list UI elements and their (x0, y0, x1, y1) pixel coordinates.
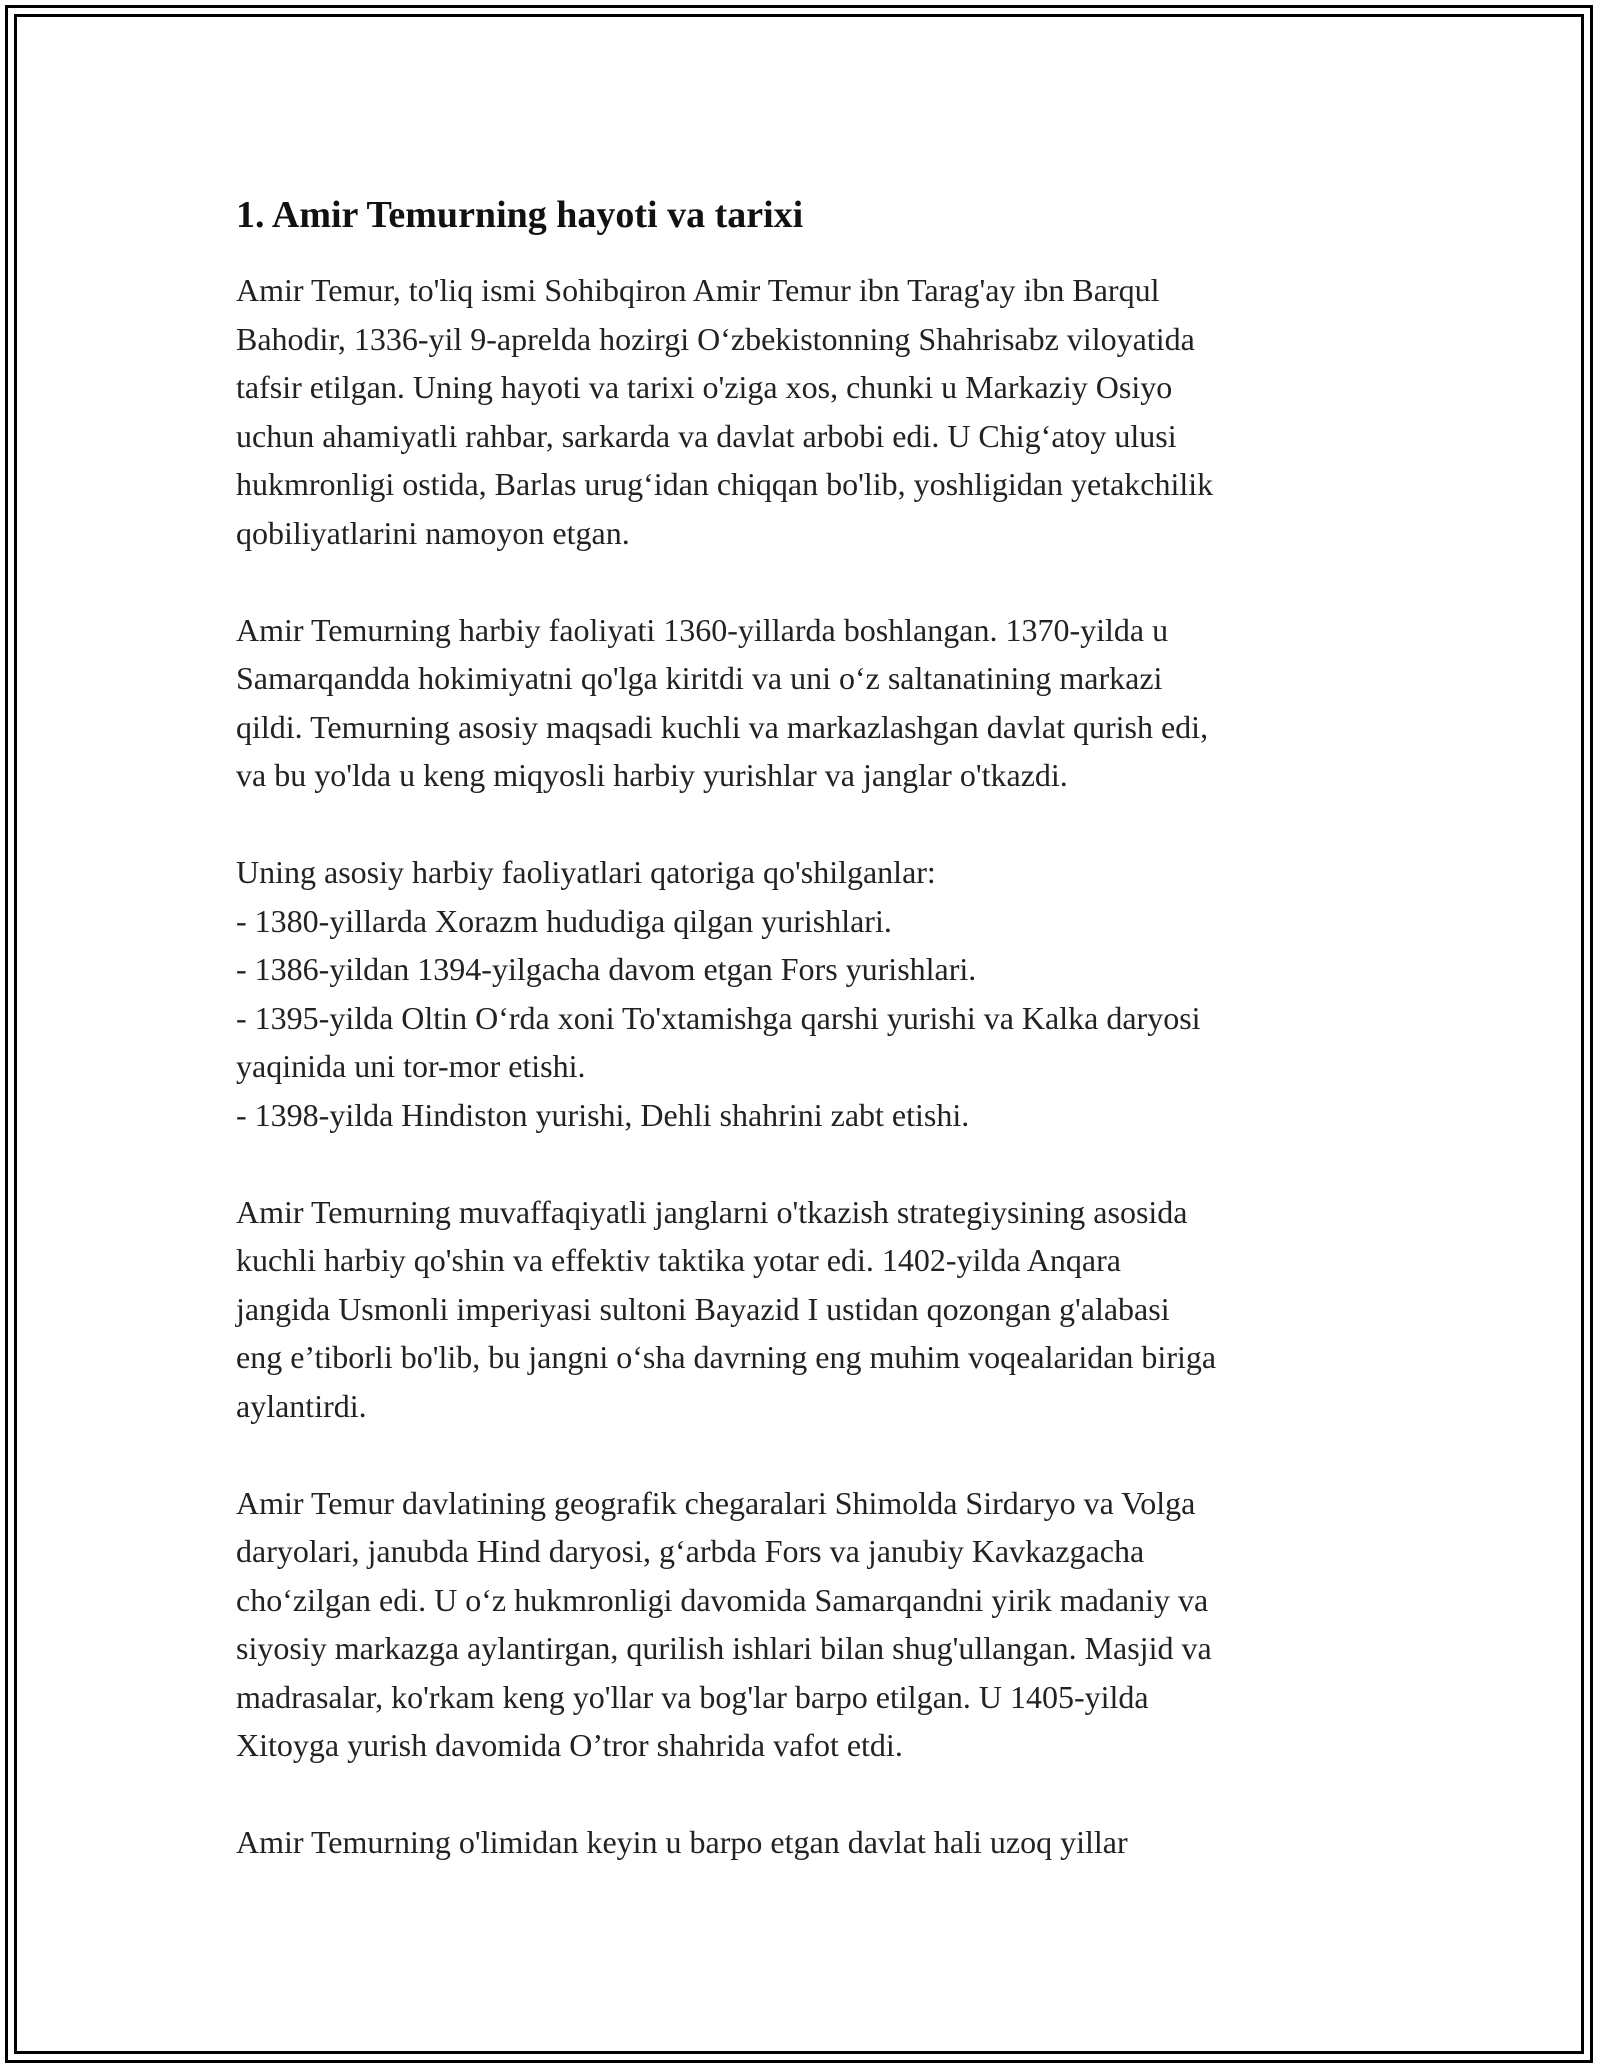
paragraph-intro (236, 266, 1396, 557)
text-line: uchun ahamiyatli rahbar, sarkarda va davlat arbobi edi. U Chig‘atoy ulusi (236, 417, 1177, 454)
list-item: - 1386-yildan 1394-yilgacha davom etgan Fors yurishlari. (236, 951, 977, 987)
text-line: Xitoyga yurish davomida O’tror shahrida vafot etdi. (236, 1727, 903, 1763)
text-line: va bu yo'lda u keng miqyosli harbiy yurishlar va janglar o'tkazdi. (236, 757, 1068, 793)
list-item: - 1398-yilda Hindiston yurishi, Dehli shahrini zabt etishi. (236, 1096, 970, 1133)
text-line: Samarqandda hokimiyatni qo'lga kiritdi va uni o‘z saltanatining markazi (236, 660, 1163, 696)
text-line: qobiliyatlarini namoyon etgan. (236, 514, 630, 551)
paragraph-military-start (236, 606, 1396, 800)
text-line: daryolari, janubda Hind daryosi, g‘arbda Fors va janubiy Kavkazgacha (236, 1533, 1145, 1569)
list-item-continuation: yaqinida uni tor-mor etishi. (236, 1048, 586, 1084)
list-item: - 1395-yilda Oltin O‘rda xoni To'xtamishga qarshi yurishi va Kalka daryosi (236, 999, 1201, 1036)
list-item: - 1380-yillarda Xorazm hududiga qilgan yurishlari. (236, 902, 892, 939)
text-line: qildi. Temurning asosiy maqsadi kuchli va markazlashgan davlat qurish edi, (236, 708, 1209, 745)
text-line: Amir Temurning muvaffaqiyatli janglarni o'tkazish strategiysining asosida (236, 1193, 1188, 1230)
text-line: Uning asosiy harbiy faoliyatlari qatoriga qo'shilganlar: (236, 854, 936, 890)
paragraph-strategy (236, 1188, 1396, 1431)
paragraph-campaign-list (236, 848, 1396, 1139)
text-line: kuchli harbiy qo'shin va effektiv taktika yotar edi. 1402-yilda Anqara (236, 1242, 1121, 1278)
text-line: siyosiy markazga aylantirgan, qurilish ishlari bilan shug'ullangan. Masjid va (236, 1630, 1212, 1666)
document-body (236, 190, 1396, 1915)
text-line: jangida Usmonli imperiyasi sultoni Bayazid I ustidan qozongan g'alabasi (236, 1290, 1170, 1327)
text-line: hukmronligi ostida, Barlas urug‘idan chiqqan bo'lib, yoshligidan yetakchilik (236, 466, 1214, 502)
text-line: eng e’tiborli bo'lib, bu jangni o‘sha davrning eng muhim voqealaridan biriga (236, 1339, 1217, 1375)
text-line: Amir Temur, to'liq ismi Sohibqiron Amir Temur ibn Tarag'ay ibn Barqul (236, 272, 1160, 308)
section-heading: 1. Amir Temurning hayoti va tarixi (236, 194, 804, 236)
text-line: Bahodir, 1336-yil 9-aprelda hozirgi O‘zbekistonning Shahrisabz viloyatida (236, 320, 1195, 357)
text-line: aylantirdi. (236, 1387, 367, 1424)
paragraph-legacy (236, 1818, 1396, 1867)
text-line: tafsir etilgan. Uning hayoti va tarixi o'ziga xos, chunki u Markaziy Osiyo (236, 369, 1173, 405)
text-line: Amir Temurning o'limidan keyin u barpo etgan davlat hali uzoq yillar (236, 1824, 1128, 1860)
text-line: Amir Temur davlatining geografik chegaralari Shimolda Sirdaryo va Volga (236, 1484, 1196, 1521)
text-line: cho‘zilgan edi. U o‘z hukmronligi davomida Samarqandni yirik madaniy va (236, 1581, 1209, 1618)
paragraph-geography (236, 1479, 1396, 1770)
text-line: madrasalar, ko'rkam keng yo'llar va bog'lar barpo etilgan. U 1405-yilda (236, 1678, 1149, 1715)
text-line: Amir Temurning harbiy faoliyati 1360-yillarda boshlangan. 1370-yilda u (236, 611, 1169, 648)
